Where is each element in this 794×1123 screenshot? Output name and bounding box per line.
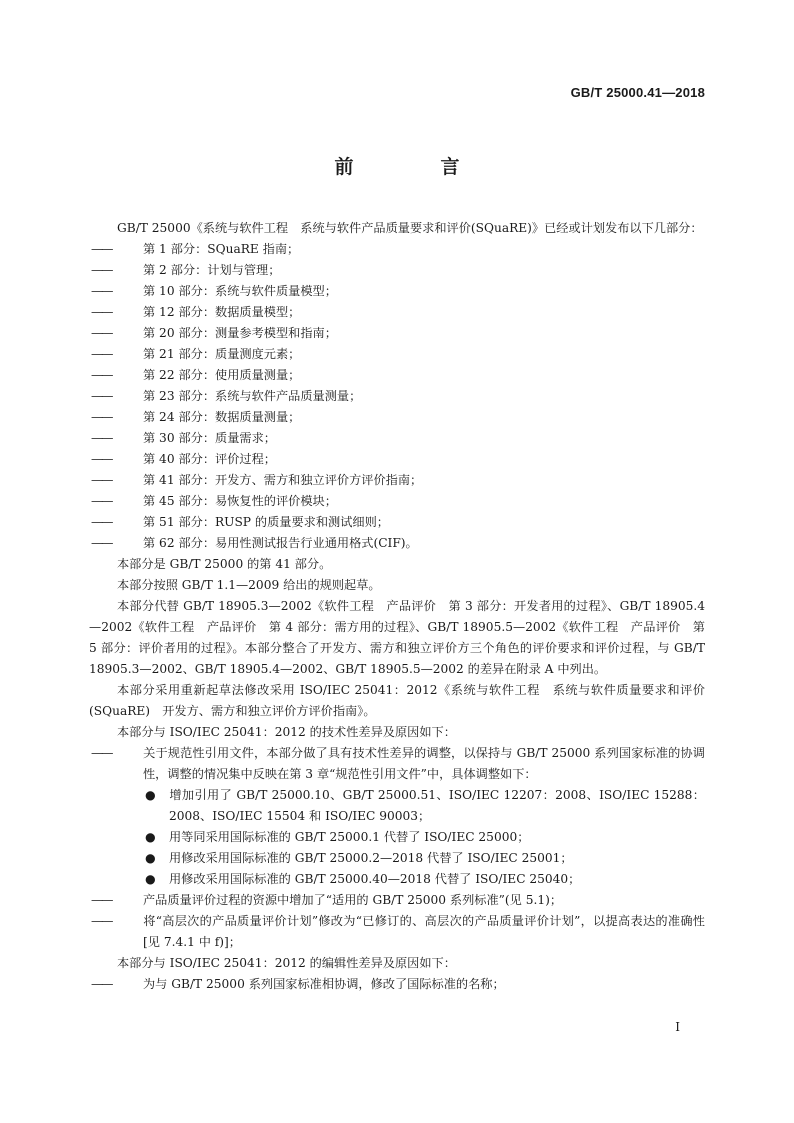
parts-list <box>89 239 705 554</box>
dash-mark: —— <box>91 914 112 928</box>
list-item: —— 第 30 部分：质量需求； <box>89 428 705 449</box>
bullet-icon: ● <box>145 851 156 865</box>
list-item: —— 第 62 部分：易用性测试报告行业通用格式(CIF)。 <box>89 533 705 554</box>
paragraph-replaces: 本部分代替 GB/T 18905.3—2002《软件工程 产品评价 第 3 部分：开发者用的过程》、GB/T 18905.4—2002《软件工程 产品评价 第 4 部分：需方用的过程》、GB/T 18905.5—2002《软件工程 产品评价 第 5 部分：评价者用的过程》。本部分整合了开发方、需方和独立评价方三个角色的评价要求和评价过程，与 GB/T 18905.3—2002、GB/T 18905.4—2002、GB/T 18905.5—2002 的差异在附录 A 中列出。 <box>89 599 705 676</box>
dash-mark: —— <box>91 977 112 991</box>
list-item: —— 第 12 部分：数据质量模型； <box>89 302 705 323</box>
list-item: —— 第 20 部分：测量参考模型和指南； <box>89 323 705 344</box>
page-number: I <box>675 1020 680 1034</box>
list-item: —— 第 23 部分：系统与软件产品质量测量； <box>89 386 705 407</box>
list-item: —— 为与 GB/T 25000 系列国家标准相协调，修改了国际标准的名称； <box>89 974 705 995</box>
dash-mark: —— <box>91 452 112 466</box>
paragraph-editorial-differences: 本部分与 ISO/IEC 25041：2012 的编辑性差异及原因如下： <box>117 956 456 970</box>
list-item: —— 第 22 部分：使用质量测量； <box>89 365 705 386</box>
bullet-icon: ● <box>145 788 156 802</box>
list-item: —— 第 24 部分：数据质量测量； <box>89 407 705 428</box>
list-item: —— 第 10 部分：系统与软件质量模型； <box>89 281 705 302</box>
bullet-icon: ● <box>145 830 156 844</box>
dash-mark: —— <box>91 326 112 340</box>
paragraph-technical-differences: 本部分与 ISO/IEC 25041：2012 的技术性差异及原因如下： <box>117 725 456 739</box>
list-item: —— 第 21 部分：质量测度元素； <box>89 344 705 365</box>
dash-mark: —— <box>91 284 112 298</box>
list-item: —— 将“高层次的产品质量评价计划”修改为“已修订的、高层次的产品质量评价计划”，以提高表达的准确性[见 7.4.1 中 f)]； <box>89 911 705 953</box>
list-item: —— 第 2 部分：计划与管理； <box>89 260 705 281</box>
foreword-body <box>89 218 705 995</box>
dash-mark: —— <box>91 389 112 403</box>
paragraph-part-number: 本部分是 GB/T 25000 的第 41 部分。 <box>117 557 332 571</box>
list-item: —— 关于规范性引用文件，本部分做了具有技术性差异的调整，以保持与 GB/T 25000 系列国家标准的协调性，调整的情况集中反映在第 3 章“规范性引用文件”中，具体调整如下： <box>89 743 705 785</box>
paragraph-adoption: 本部分采用重新起草法修改采用 ISO/IEC 25041：2012《系统与软件工程 系统与软件质量要求和评价(SQuaRE) 开发方、需方和独立评价方评价指南》。 <box>89 683 705 718</box>
list-item: —— 产品质量评价过程的资源中增加了“适用的 GB/T 25000 系列标准”(见 5.1)； <box>89 890 705 911</box>
list-item: —— 第 40 部分：评价过程； <box>89 449 705 470</box>
dash-mark: —— <box>91 536 112 550</box>
list-item: —— 第 41 部分：开发方、需方和独立评价方评价指南； <box>89 470 705 491</box>
dash-mark: —— <box>91 746 112 760</box>
dash-mark: —— <box>91 515 112 529</box>
standard-code: GB/T 25000.41—2018 <box>570 85 705 100</box>
bullet-item: ● 用修改采用国际标准的 GB/T 25000.40—2018 代替了 ISO/IEC 25040； <box>89 869 705 890</box>
list-item: —— 第 51 部分：RUSP 的质量要求和测试细则； <box>89 512 705 533</box>
dash-mark: —— <box>91 242 112 256</box>
bullet-icon: ● <box>145 872 156 886</box>
bullet-item: ● 用等同采用国际标准的 GB/T 25000.1 代替了 ISO/IEC 25000； <box>89 827 705 848</box>
dash-mark: —— <box>91 368 112 382</box>
dash-mark: —— <box>91 431 112 445</box>
list-item: —— 第 45 部分：易恢复性的评价模块； <box>89 491 705 512</box>
paragraph-drafting-rules: 本部分按照 GB/T 1.1—2009 给出的规则起草。 <box>117 578 381 592</box>
dash-mark: —— <box>91 410 112 424</box>
dash-mark: —— <box>91 305 112 319</box>
bullet-item: ● 用修改采用国际标准的 GB/T 25000.2—2018 代替了 ISO/IEC 25001； <box>89 848 705 869</box>
dash-mark: —— <box>91 263 112 277</box>
dash-mark: —— <box>91 473 112 487</box>
dash-mark: —— <box>91 347 112 361</box>
bullet-item: ● 增加引用了 GB/T 25000.10、GB/T 25000.51、ISO/IEC 12207：2008、ISO/IEC 15288：2008、ISO/IEC 15504 和 ISO/IEC 90003； <box>89 785 705 827</box>
dash-mark: —— <box>91 494 112 508</box>
page-title: 前 言 <box>334 156 494 178</box>
intro-paragraph: GB/T 25000《系统与软件工程 系统与软件产品质量要求和评价(SQuaRE)》已经或计划发布以下几部分： <box>117 221 703 235</box>
dash-mark: —— <box>91 893 112 907</box>
list-item: —— 第 1 部分：SQuaRE 指南； <box>89 239 705 260</box>
